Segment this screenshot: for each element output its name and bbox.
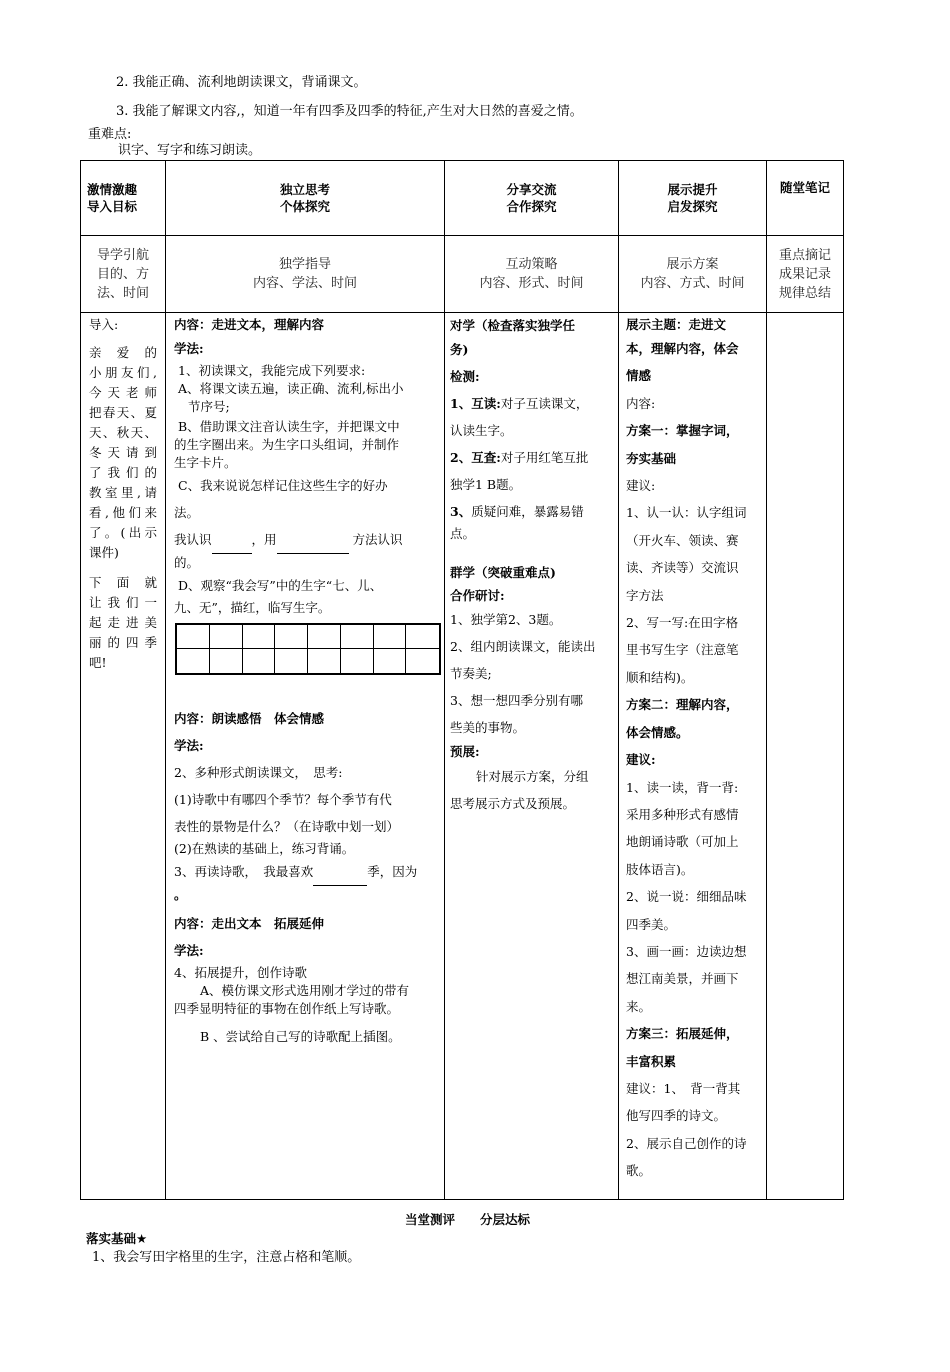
text-line: 四季显明特征的事物在创作纸上写诗歌。 <box>174 1001 400 1016</box>
goal-3: 3. 我能了解课文内容,，知道一年有四季及四季的特征,产生对大日然的喜爱之情。 <box>116 104 583 119</box>
text-line: A、模仿课文形式选用刚才学过的带有 <box>200 983 410 998</box>
text-line: 3、质疑问难，暴露易错 <box>450 504 584 519</box>
header-col2: 独立思考 个体探究 <box>166 161 445 236</box>
notes-cell[interactable] <box>767 313 844 1200</box>
header-col3: 分享交流 合作探究 <box>445 161 619 236</box>
presentation-cell <box>619 313 767 1200</box>
text-line: A、将课文读五遍，读正确、流利,标出小 <box>178 381 404 396</box>
text-line: 独学1 B题。 <box>450 477 522 492</box>
content-row <box>81 313 844 1200</box>
text-line: 采用多种形式有感情 <box>626 806 739 822</box>
text-line: 2、互查:对子用红笔互批 <box>450 450 589 465</box>
text-line: 务) <box>450 342 469 357</box>
text-line: 预展: <box>450 744 480 759</box>
text-line: 2、展示自己创作的诗 <box>626 1135 747 1151</box>
text-line: 他写四季的诗文。 <box>626 1108 727 1124</box>
text-line: 点。 <box>450 526 476 541</box>
subheader-col2: 独学指导 内容、学法、时间 <box>166 236 445 313</box>
text-line: 建议: <box>626 752 656 768</box>
text-line: 法。 <box>174 505 200 520</box>
text-line: 的生字圈出来。为生字口头组词，并制作 <box>174 437 400 452</box>
header-col4: 展示提升 启发探究 <box>619 161 767 236</box>
lesson-plan-table <box>80 160 844 1200</box>
text-line: 认读生字。 <box>450 423 513 438</box>
text-line: 些美的事物。 <box>450 720 526 735</box>
text-line: 1、初读课文，我能完成下列要求: <box>178 363 366 378</box>
assessment-subtitle: 落实基础★ <box>86 1231 148 1246</box>
text-line: 里书写生字（注意笔 <box>626 642 739 658</box>
text-line: 节奏美; <box>450 666 492 681</box>
subheader-col3: 互动策略 内容、形式、时间 <box>445 236 619 313</box>
assessment-title: 当堂测评 分层达标 <box>405 1212 531 1227</box>
section2-method: 学法: <box>174 738 204 753</box>
text-line: (2)在熟读的基础上，练习背诵。 <box>174 841 355 856</box>
text-line: 思考展示方式及预展。 <box>450 796 576 811</box>
text-line: 3、想一想四季分别有哪 <box>450 693 583 708</box>
fill-in-line: 我认识 ，用 方法认识 <box>174 526 438 554</box>
text-line: 2、多种形式朗读课文， 思考: <box>174 765 343 780</box>
text-line: 建议：1、 背一背其 <box>626 1080 741 1096</box>
text-line: 肢体语言)。 <box>626 861 694 877</box>
text-line: 情感 <box>626 368 652 384</box>
subheader-col1: 导学引航 目的、方 法、时间 <box>81 236 166 313</box>
text-line: 建议: <box>626 478 656 494</box>
text-line: (1)诗歌中有哪四个季节？每个季节有代 <box>174 792 392 807</box>
section1-title: 内容：走进文本，理解内容 <box>174 317 325 332</box>
text-line: C、我来说说怎样记住这些生字的好办 <box>178 478 388 493</box>
text-line: 本，理解内容，体会 <box>626 341 739 356</box>
tianzige-grid[interactable] <box>175 623 441 675</box>
text-line: 方案三：拓展延伸， <box>626 1026 739 1042</box>
blank-2[interactable] <box>277 526 349 554</box>
text-line: 合作研讨: <box>450 588 505 603</box>
header-row-2 <box>81 236 844 313</box>
section3-title: 内容：走出文本 拓展延伸 <box>174 916 325 931</box>
text-line: 方案一：掌握字词， <box>626 423 739 439</box>
text-line: 方案二：理解内容， <box>626 697 739 713</box>
key-points-text: 识字、写字和练习朗读。 <box>118 143 262 158</box>
intro-paragraph-1: 亲爱的 小朋友们, 今天老师 把春天、夏 天、秋天、 冬天请到 了我们的 教室里,请 看,他们来 了。(出示 课件) <box>89 345 157 560</box>
text-line: 3、画一画：边读边想 <box>626 943 747 959</box>
text-line: 四季美。 <box>626 916 677 932</box>
text-line: 检测: <box>450 369 480 384</box>
text-line: B 、尝试给自己写的诗歌配上插图。 <box>200 1029 401 1044</box>
text-line: 2、说一说：细细品味 <box>626 889 747 905</box>
subheader-col4: 展示方案 内容、方式、时间 <box>619 236 767 313</box>
text-line: 2、写一写:在田字格 <box>626 615 739 631</box>
text-line: 的。 <box>174 555 200 570</box>
key-points-label: 重难点: <box>88 127 132 142</box>
text-line: 1、互读:对子互读课文， <box>450 396 589 411</box>
text-line: 4、拓展提升，创作诗歌 <box>174 965 307 980</box>
text-line: 对学（检查落实独学任 <box>450 318 576 333</box>
intro-label: 导入: <box>89 317 119 332</box>
text-line: 生字卡片。 <box>174 455 237 470</box>
section3-method: 学法: <box>174 943 204 958</box>
subheader-col5: 重点摘记 成果记录 规律总结 <box>767 236 844 313</box>
header-col1: 激情激趣 导入目标 <box>81 161 166 236</box>
intro-cell <box>81 313 166 1200</box>
text-line: 想江南美景，并画下 <box>626 971 739 987</box>
text-line: 展示主题：走进文 <box>626 317 727 332</box>
text-line: D、观察“我会写”中的生字“七、儿、 <box>178 578 383 593</box>
goal-2: 2. 我能正确、流利地朗读课文，背诵课文。 <box>116 75 367 90</box>
header-row-1 <box>81 161 844 236</box>
text-line: B、借助课文注音认读生字，并把课文中 <box>178 419 400 434</box>
text-line: 表性的景物是什么？（在诗歌中划一划） <box>174 819 400 834</box>
text-line: 地朗诵诗歌（可加上 <box>626 834 739 850</box>
text-line: 夯实基础 <box>626 450 677 466</box>
section1-method: 学法: <box>174 341 204 356</box>
self-study-cell <box>166 313 445 1200</box>
text-line: 1、独学第2、3题。 <box>450 612 562 627</box>
assessment-item-1: 1、我会写田字格里的生字，注意占格和笔顺。 <box>92 1250 361 1265</box>
text-line: 针对展示方案，分组 <box>476 769 589 784</box>
blank-3[interactable] <box>313 858 367 886</box>
text-line: 顺和结构)。 <box>626 669 694 685</box>
text-line: 来。 <box>626 998 652 1014</box>
text-line: 2、组内朗读课文，能读出 <box>450 639 596 654</box>
text-line: 节序号; <box>188 399 230 414</box>
interaction-cell <box>445 313 619 1200</box>
text-line: 读、齐读等）交流识 <box>626 560 739 576</box>
text-line: 丰富积累 <box>626 1053 677 1069</box>
text-line: 1、读一读，背一背: <box>626 779 739 795</box>
intro-paragraph-2: 下面就 让我们一 起走进美 丽的四季 吧! <box>89 575 157 670</box>
text-line: 体会情感。 <box>626 724 689 740</box>
text-line: 字方法 <box>626 587 664 603</box>
section2-title: 内容：朗读感悟 体会情感 <box>174 711 325 726</box>
header-col5: 随堂笔记 <box>767 161 844 236</box>
text-line: 1、认一认：认字组词 <box>626 505 747 521</box>
fill-in-line: 3、再读诗歌， 我最喜欢 季，因为 <box>174 858 438 886</box>
text-line: 歌。 <box>626 1163 652 1179</box>
text-line: 群学（突破重难点) <box>450 565 556 580</box>
text-line: 九、无”，描红，临写生字。 <box>174 600 331 615</box>
text-line: 。 <box>174 887 187 902</box>
text-line: （开火车、领读、赛 <box>626 532 739 548</box>
text-line: 内容: <box>626 395 656 411</box>
blank-1[interactable] <box>212 526 252 554</box>
